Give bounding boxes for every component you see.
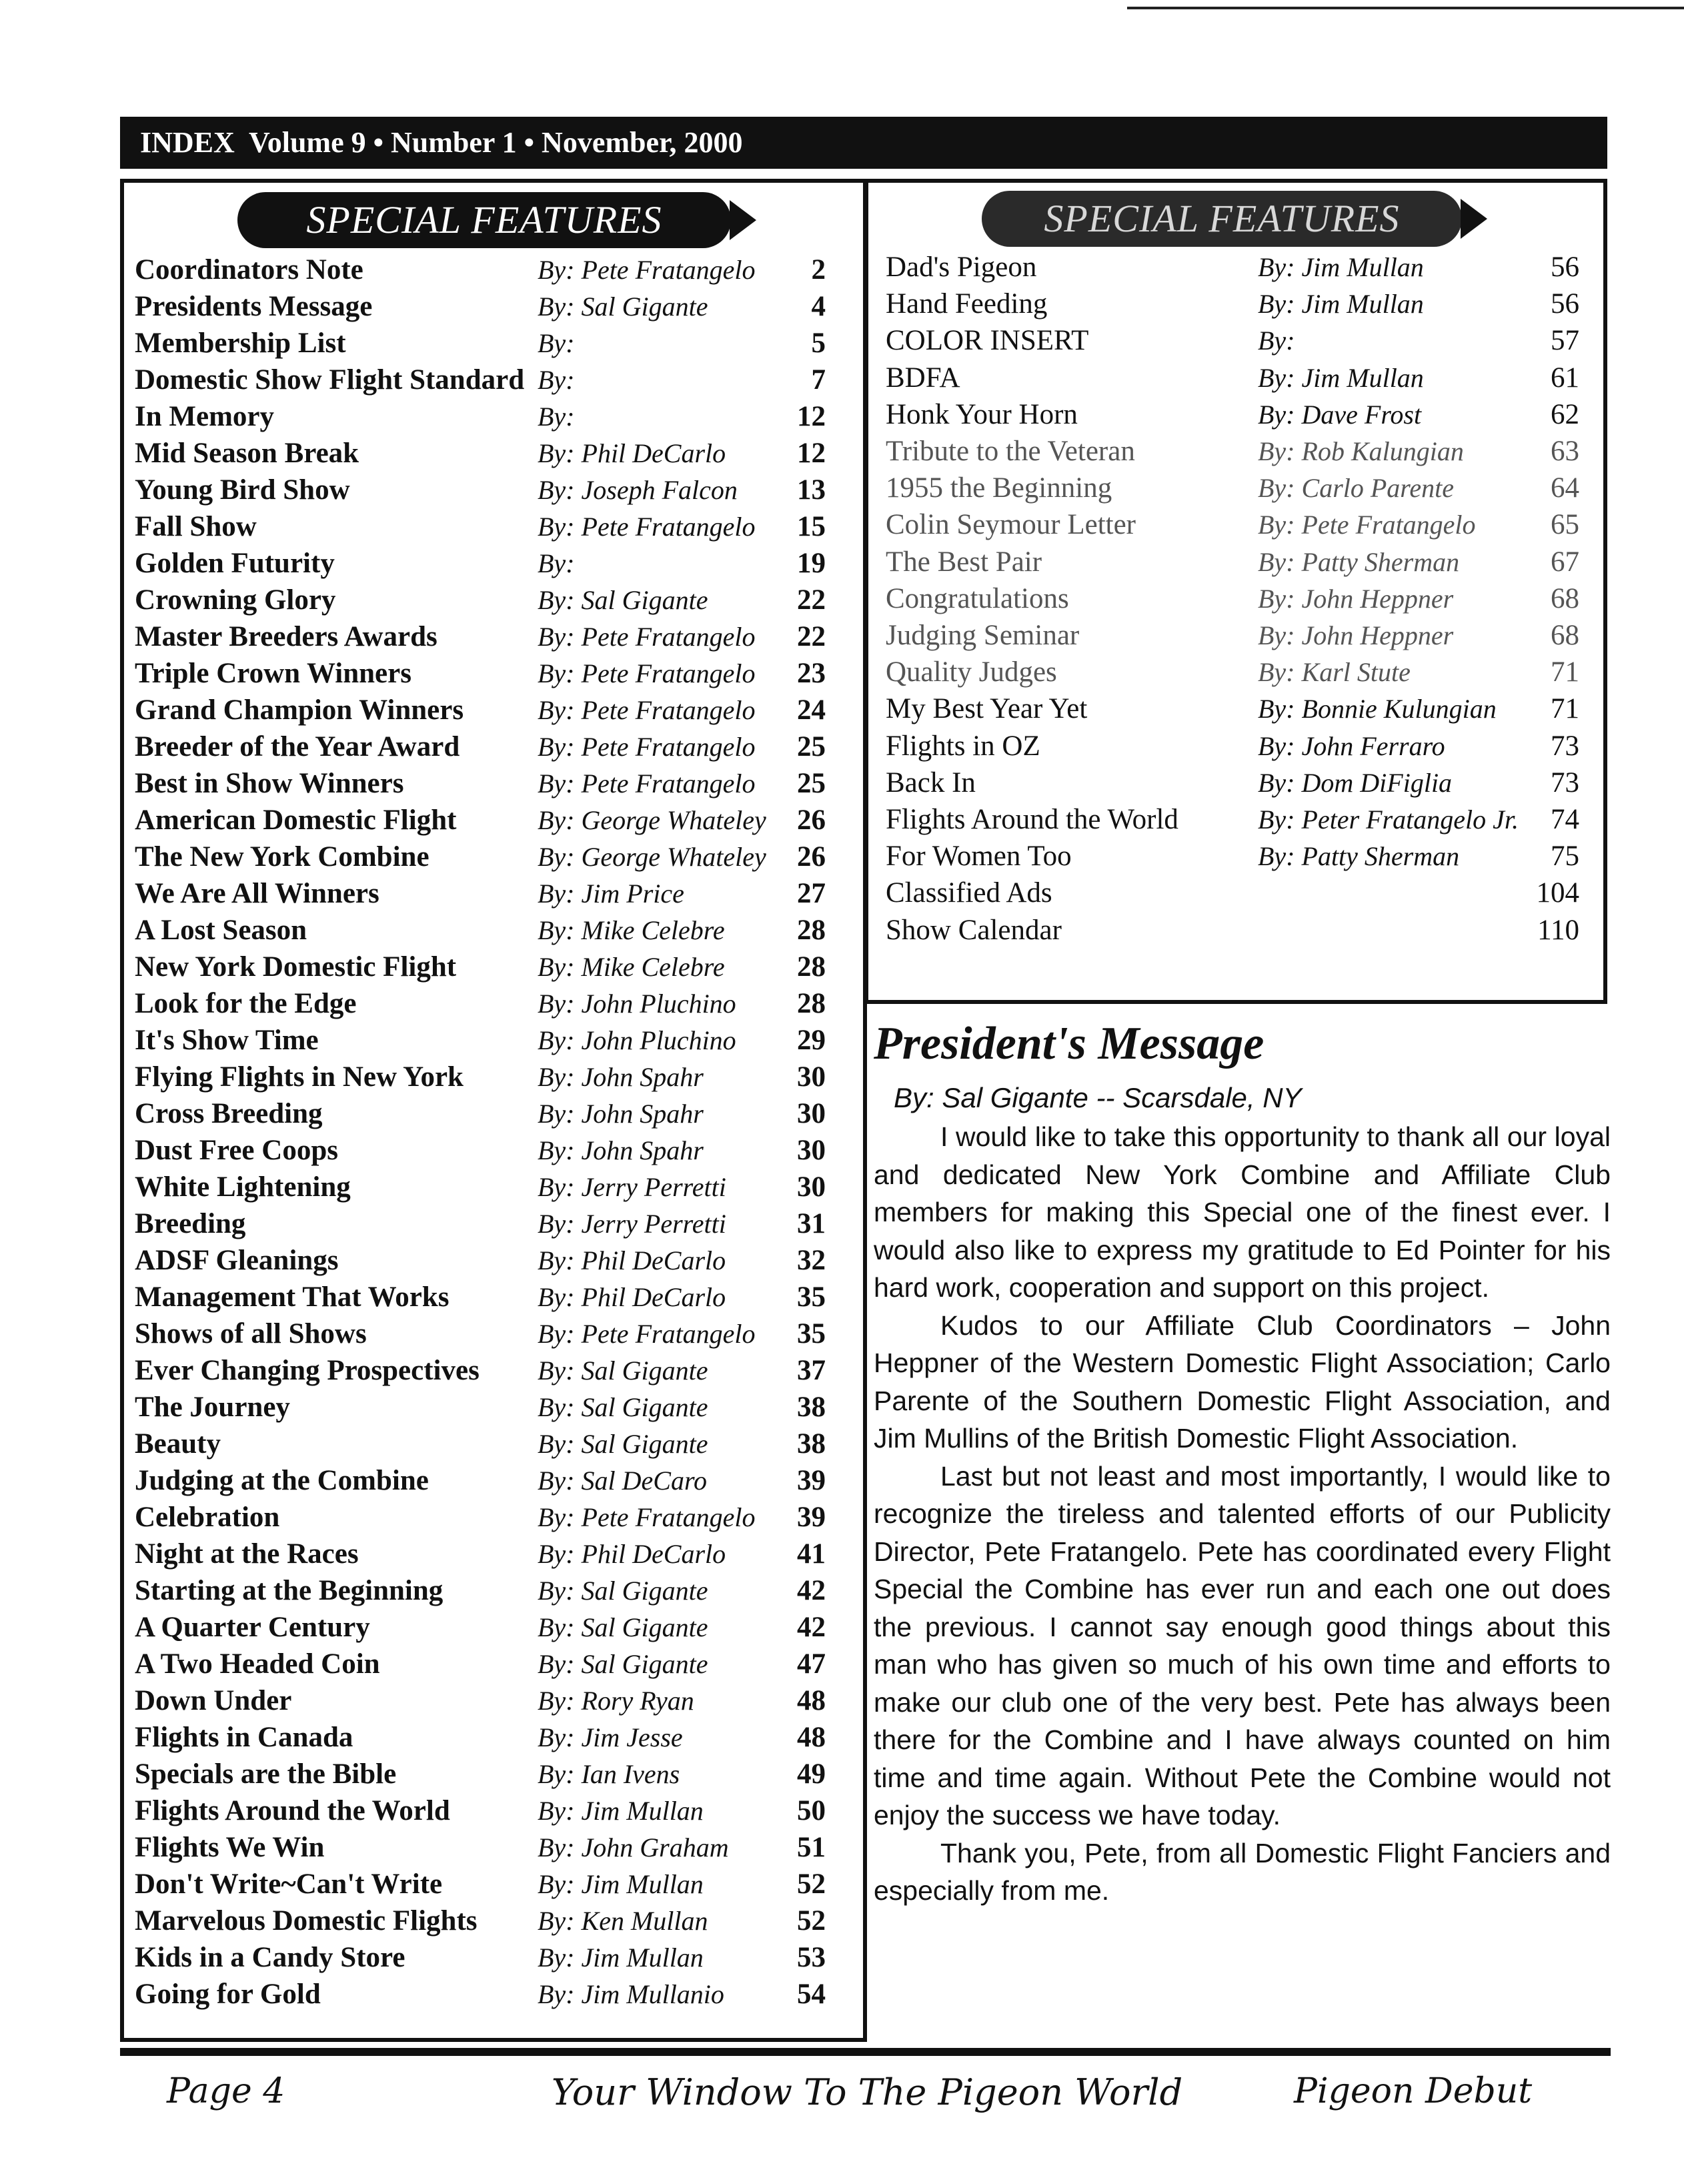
- toc-entry-author: By: Pete Fratangelo: [538, 1319, 756, 1349]
- toc-entry-author: By: Bonnie Kulungian: [1258, 694, 1497, 724]
- toc-entry-title: A Two Headed Coin: [135, 1648, 380, 1680]
- toc-entry: [124, 1902, 863, 1939]
- toc-entry-page: 38: [797, 1428, 826, 1460]
- toc-entry-author: By: Sal Gigante: [538, 1612, 708, 1642]
- toc-entry: [868, 801, 1603, 838]
- toc-entry-page: 15: [797, 511, 826, 542]
- toc-entry-author: By: Pete Fratangelo: [538, 768, 756, 798]
- toc-entry-page: 61: [1551, 362, 1579, 394]
- article-byline: By: Sal Gigante -- Scarsdale, NY: [894, 1082, 1302, 1113]
- toc-entry-author: By: Sal Gigante: [538, 1576, 708, 1606]
- toc-entry-author: By: John Heppner: [1258, 583, 1454, 614]
- toc-entry-page: 51: [797, 1832, 826, 1863]
- toc-entry-page: 24: [797, 694, 826, 726]
- toc-entry-page: 30: [797, 1171, 826, 1203]
- toc-entry-page: 53: [797, 1942, 826, 1973]
- toc-entry-title: Look for the Edge: [135, 988, 357, 1019]
- toc-entry-author: By: Jim Mullan: [538, 1796, 704, 1826]
- toc-entry-author: By: Pete Fratangelo: [538, 255, 756, 285]
- toc-entry-author: By: Jerry Perretti: [538, 1209, 726, 1239]
- toc-entry: [124, 251, 863, 288]
- toc-entry: [124, 1646, 863, 1682]
- toc-entry-page: 4: [811, 291, 826, 322]
- toc-entry-page: 71: [1551, 656, 1579, 688]
- toc-entry: [124, 1095, 863, 1132]
- toc-entry-page: 19: [797, 548, 826, 579]
- toc-entry: [868, 286, 1603, 322]
- toc-entry: [868, 764, 1603, 801]
- toc-entry-page: 38: [797, 1392, 826, 1423]
- toc-entry: [124, 1169, 863, 1205]
- right-section-banner: SPECIAL FEATURES: [982, 191, 1462, 247]
- toc-entry: [124, 1572, 863, 1609]
- toc-entry-page: 47: [797, 1648, 826, 1680]
- toc-entry-title: Shows of all Shows: [135, 1318, 367, 1349]
- left-section-banner: SPECIAL FEATURES: [237, 192, 731, 248]
- toc-entry-author: By: Phil DeCarlo: [538, 438, 726, 468]
- toc-entry-title: Domestic Show Flight Standard: [135, 364, 525, 396]
- toc-entry-title: The Best Pair: [886, 546, 1042, 578]
- toc-entry: [124, 875, 863, 912]
- article-paragraph: Thank you, Pete, from all Domestic Flight Fanciers and especially from me.: [874, 1837, 1611, 1906]
- toc-entry: [868, 912, 1603, 949]
- footer-publication: Pigeon Debut: [1294, 2071, 1533, 2111]
- toc-entry-page: 22: [797, 584, 826, 616]
- toc-entry-page: 67: [1551, 546, 1579, 578]
- toc-entry-title: Honk Your Horn: [886, 398, 1078, 430]
- toc-entry-title: Master Breeders Awards: [135, 621, 438, 652]
- article-paragraph: Last but not least and most importantly, I would like to recognize the tireless and talented efforts of our Publicity Director, Pete Fratangelo. Pete has coordinated every Flight Special the Combine has ever run and each one out does the previous. I cannot say enough good things about this man who has given so much of his own time and efforts to make our club one of the very best. Pete has always been there for the Combine and I have always counted on him time and time again. Without Pete the Combine would not enjoy the success we have today.: [874, 1460, 1611, 1830]
- toc-entry-author: By:: [538, 365, 575, 395]
- toc-entry: [124, 1866, 863, 1902]
- toc-entry-page: 29: [797, 1025, 826, 1056]
- left-features-panel: [120, 179, 867, 2042]
- toc-entry-title: Celebration: [135, 1502, 280, 1533]
- toc-entry-author: By: Jim Mullan: [1258, 289, 1424, 320]
- toc-entry-author: By: Pete Fratangelo: [538, 1502, 756, 1532]
- toc-entry: [868, 875, 1603, 911]
- toc-entry-title: A Quarter Century: [135, 1612, 370, 1643]
- toc-entry-title: American Domestic Flight: [135, 804, 457, 836]
- toc-entry-page: 23: [797, 658, 826, 689]
- toc-entry: [124, 1022, 863, 1059]
- toc-entry-page: 52: [797, 1868, 826, 1900]
- toc-entry: [124, 1279, 863, 1315]
- toc-entry-author: By: Mike Celebre: [538, 915, 725, 945]
- toc-entry-title: Night at the Races: [135, 1538, 359, 1570]
- toc-entry: [124, 545, 863, 582]
- toc-entry-author: By: Jim Mullan: [538, 1943, 704, 1973]
- toc-entry-title: Congratulations: [886, 582, 1069, 614]
- toc-entry-author: By: Mike Celebre: [538, 952, 725, 982]
- toc-entry-page: 2: [811, 254, 826, 286]
- toc-entry: [124, 1132, 863, 1169]
- toc-entry-page: 5: [811, 328, 826, 359]
- toc-entry-title: In Memory: [135, 401, 274, 432]
- toc-entry-title: Management That Works: [135, 1281, 450, 1313]
- toc-entry-author: By: Sal DeCaro: [538, 1466, 708, 1496]
- toc-entry-title: Dad's Pigeon: [886, 251, 1037, 283]
- toc-entry: [124, 985, 863, 1022]
- toc-entry: [124, 912, 863, 949]
- toc-entry-author: By: Rory Ryan: [538, 1686, 694, 1716]
- toc-entry: [868, 322, 1603, 359]
- toc-entry-title: Colin Seymour Letter: [886, 509, 1136, 541]
- toc-entry-author: By: Pete Fratangelo: [1258, 510, 1476, 540]
- toc-entry-page: 26: [797, 841, 826, 873]
- toc-entry-title: Golden Futurity: [135, 548, 335, 579]
- toc-entry-page: 75: [1551, 841, 1579, 873]
- toc-entry-author: By: Jim Mullan: [1258, 362, 1424, 393]
- toc-entry-author: By: Phil DeCarlo: [538, 1282, 726, 1312]
- toc-entry-author: By:: [538, 548, 575, 578]
- toc-entry-author: By: Sal Gigante: [538, 292, 708, 322]
- article-body: [874, 1118, 1611, 1910]
- toc-entry: [124, 325, 863, 362]
- toc-entry: [124, 1939, 863, 1976]
- toc-entry-title: We Are All Winners: [135, 878, 379, 909]
- article-paragraph: I would like to take this opportunity to thank all our loyal and dedicated New York Combine and Affiliate Club members for making this Special one of the finest ever. I would also like to express my gratitude to Ed Pointer for his hard work, cooperation and support on this project.: [874, 1121, 1611, 1303]
- toc-entry-title: My Best Year Yet: [886, 693, 1088, 725]
- article-title: President's Message: [874, 1018, 1265, 1069]
- toc-entry: [868, 838, 1603, 875]
- footer-tagline: Your Window To The Pigeon World: [551, 2071, 1183, 2113]
- toc-entry-author: By:: [538, 402, 575, 432]
- presidents-message-article: [874, 1014, 1611, 1910]
- toc-entry-page: 35: [797, 1281, 826, 1313]
- toc-entry: [124, 839, 863, 875]
- toc-entry-author: By: Jerry Perretti: [538, 1172, 726, 1202]
- toc-entry-title: Marvelous Domestic Flights: [135, 1905, 478, 1937]
- toc-entry-title: For Women Too: [886, 841, 1072, 873]
- toc-entry-page: 39: [797, 1502, 826, 1533]
- toc-entry-title: Cross Breeding: [135, 1098, 323, 1129]
- toc-entry-author: By: Phil DeCarlo: [538, 1245, 726, 1275]
- toc-entry-page: 68: [1551, 620, 1579, 651]
- toc-entry-page: 25: [797, 768, 826, 799]
- toc-entry: [124, 692, 863, 728]
- toc-entry-page: 71: [1551, 693, 1579, 725]
- toc-entry-title: Breeding: [135, 1208, 246, 1239]
- toc-entry-title: Judging at the Combine: [135, 1465, 429, 1496]
- toc-entry-page: 57: [1551, 325, 1579, 357]
- toc-entry-page: 12: [797, 438, 826, 469]
- toc-entry-page: 37: [797, 1355, 826, 1386]
- toc-entry-page: 64: [1551, 472, 1579, 504]
- toc-entry: [124, 618, 863, 655]
- toc-entry: [124, 1059, 863, 1095]
- toc-entry-author: By: Pete Fratangelo: [538, 622, 756, 652]
- toc-entry-page: 48: [797, 1685, 826, 1716]
- toc-entry-title: Presidents Message: [135, 291, 373, 322]
- toc-entry: [868, 360, 1603, 396]
- toc-entry: [868, 544, 1603, 580]
- toc-entry-author: By: Sal Gigante: [538, 1649, 708, 1679]
- toc-entry-title: Dust Free Coops: [135, 1135, 338, 1166]
- toc-entry-page: 13: [797, 474, 826, 506]
- toc-entry-page: 27: [797, 878, 826, 909]
- toc-entry: [868, 433, 1603, 470]
- toc-entry: [124, 1976, 863, 2013]
- toc-entry-page: 104: [1536, 877, 1579, 909]
- toc-entry-author: By: John Spahr: [538, 1135, 704, 1165]
- toc-entry-page: 74: [1551, 804, 1579, 835]
- toc-entry-author: By: Patty Sherman: [1258, 546, 1460, 577]
- toc-entry-page: 50: [797, 1795, 826, 1826]
- toc-entry-page: 73: [1551, 730, 1579, 762]
- toc-entry-page: 7: [811, 364, 826, 396]
- toc-entry-page: 39: [797, 1465, 826, 1496]
- toc-entry-title: Flights in Canada: [135, 1722, 353, 1753]
- toc-entry-author: By: Patty Sherman: [1258, 841, 1460, 872]
- toc-entry-title: COLOR INSERT: [886, 325, 1089, 357]
- toc-entry: [868, 396, 1603, 433]
- toc-entry-author: By: Pete Fratangelo: [538, 732, 756, 762]
- toc-entry-page: 28: [797, 951, 826, 983]
- toc-entry-author: By: John Spahr: [538, 1099, 704, 1129]
- toc-entry-title: Specials are the Bible: [135, 1758, 397, 1790]
- toc-entry-title: Membership List: [135, 328, 346, 359]
- toc-entry-title: Tribute to the Veteran: [886, 436, 1135, 467]
- toc-entry: [124, 1719, 863, 1756]
- toc-entry: [124, 1389, 863, 1426]
- toc-entry-author: By: Dave Frost: [1258, 399, 1422, 430]
- toc-entry-author: By: Joseph Falcon: [538, 475, 738, 505]
- right-features-panel: [864, 179, 1607, 1004]
- toc-entry: [124, 582, 863, 618]
- toc-entry-title: Flights We Win: [135, 1832, 325, 1863]
- toc-entry-title: Triple Crown Winners: [135, 658, 411, 689]
- toc-entry-author: By: Ken Mullan: [538, 1906, 708, 1936]
- footer-page-number: Page 4: [167, 2071, 285, 2111]
- toc-entry-author: By: Peter Fratangelo Jr.: [1258, 804, 1519, 835]
- toc-entry-title: Grand Champion Winners: [135, 694, 464, 726]
- toc-entry-page: 25: [797, 731, 826, 762]
- toc-entry-author: By: George Whateley: [538, 842, 766, 872]
- toc-entry: [868, 690, 1603, 727]
- toc-entry-title: Going for Gold: [135, 1979, 321, 2010]
- toc-entry-author: By: Sal Gigante: [538, 1429, 708, 1459]
- toc-entry-author: By: John Pluchino: [538, 1025, 736, 1055]
- toc-entry-page: 28: [797, 988, 826, 1019]
- toc-entry: [124, 472, 863, 508]
- toc-entry-title: Judging Seminar: [886, 620, 1080, 651]
- toc-entry-page: 41: [797, 1538, 826, 1570]
- toc-entry: [124, 1756, 863, 1792]
- toc-entry-title: The New York Combine: [135, 841, 430, 873]
- toc-entry: [124, 949, 863, 985]
- toc-entry-author: By: Jim Mullanio: [538, 1979, 724, 2009]
- toc-entry-page: 62: [1551, 398, 1579, 430]
- toc-entry: [124, 1462, 863, 1499]
- toc-entry-title: Down Under: [135, 1685, 292, 1716]
- toc-entry-page: 30: [797, 1061, 826, 1093]
- toc-entry: [124, 435, 863, 472]
- toc-entry-author: By: Carlo Parente: [1258, 473, 1455, 504]
- toc-entry-title: Coordinators Note: [135, 254, 363, 286]
- toc-entry-author: By: John Pluchino: [538, 989, 736, 1019]
- toc-entry-title: Classified Ads: [886, 877, 1052, 909]
- toc-entry: [868, 580, 1603, 617]
- toc-entry-page: 49: [797, 1758, 826, 1790]
- toc-entry-page: 56: [1551, 251, 1579, 283]
- toc-entry-author: By: Jim Mullan: [538, 1869, 704, 1899]
- toc-entry-title: ADSF Gleanings: [135, 1245, 339, 1276]
- toc-entry-page: 48: [797, 1722, 826, 1753]
- toc-entry-page: 42: [797, 1612, 826, 1643]
- toc-entry-title: The Journey: [135, 1392, 290, 1423]
- toc-entry-page: 110: [1537, 914, 1579, 946]
- toc-entry-page: 68: [1551, 582, 1579, 614]
- toc-entry-author: By: Pete Fratangelo: [538, 658, 756, 688]
- toc-entry-title: Fall Show: [135, 511, 257, 542]
- toc-entry: [868, 506, 1603, 543]
- toc-entry-page: 63: [1551, 436, 1579, 467]
- toc-entry-title: Show Calendar: [886, 914, 1062, 946]
- toc-entry-title: 1955 the Beginning: [886, 472, 1112, 504]
- toc-entry-title: New York Domestic Flight: [135, 951, 457, 983]
- toc-entry-title: Young Bird Show: [135, 474, 350, 506]
- toc-entry: [868, 470, 1603, 506]
- index-header: INDEX Volume 9 • Number 1 • November, 2000: [120, 117, 1607, 169]
- toc-entry-page: 42: [797, 1575, 826, 1606]
- toc-entry: [124, 508, 863, 545]
- toc-entry: [124, 398, 863, 435]
- toc-entry: [868, 249, 1603, 286]
- toc-entry-page: 30: [797, 1135, 826, 1166]
- toc-entry-title: It's Show Time: [135, 1025, 319, 1056]
- toc-entry: [124, 1426, 863, 1462]
- article-paragraph: Kudos to our Affiliate Club Coordinators – John Heppner of the Western Domestic Flight Association; Carlo Parente of the Southern Domestic Flight Association, and Jim Mullins of the British Domestic Flight Association.: [874, 1309, 1611, 1454]
- toc-entry-page: 26: [797, 804, 826, 836]
- toc-entry-page: 54: [797, 1979, 826, 2010]
- toc-entry: [124, 728, 863, 765]
- toc-entry-author: By: Rob Kalungian: [1258, 436, 1464, 466]
- toc-entry-title: Quality Judges: [886, 656, 1057, 688]
- toc-entry: [124, 1682, 863, 1719]
- toc-entry: [124, 1829, 863, 1866]
- toc-entry-title: Best in Show Winners: [135, 768, 404, 799]
- toc-entry-page: 73: [1551, 766, 1579, 798]
- toc-entry-title: Hand Feeding: [886, 288, 1048, 320]
- toc-entry-title: Ever Changing Prospectives: [135, 1355, 480, 1386]
- toc-entry: [124, 1315, 863, 1352]
- toc-entry-author: By: Phil DeCarlo: [538, 1539, 726, 1569]
- toc-entry-title: Flights Around the World: [886, 804, 1178, 835]
- toc-entry: [868, 654, 1603, 690]
- toc-entry-title: BDFA: [886, 362, 960, 394]
- toc-entry-page: 32: [797, 1245, 826, 1276]
- toc-entry-page: 22: [797, 621, 826, 652]
- toc-entry-author: By: Sal Gigante: [538, 1392, 708, 1422]
- toc-entry-title: Mid Season Break: [135, 438, 359, 469]
- toc-entry-author: By: Jim Jesse: [538, 1722, 683, 1752]
- toc-entry-author: By: George Whateley: [538, 805, 766, 835]
- toc-entry-title: Flights in OZ: [886, 730, 1040, 762]
- toc-entry-title: Crowning Glory: [135, 584, 336, 616]
- toc-entry-author: By: Jim Price: [538, 879, 684, 909]
- toc-entry-author: By: Pete Fratangelo: [538, 512, 756, 542]
- toc-entry: [124, 1536, 863, 1572]
- toc-entry-author: By: John Spahr: [538, 1062, 704, 1092]
- toc-entry-author: By: John Heppner: [1258, 620, 1454, 650]
- toc-entry-page: 52: [797, 1905, 826, 1937]
- toc-entry-author: By: Pete Fratangelo: [538, 695, 756, 725]
- toc-entry-page: 35: [797, 1318, 826, 1349]
- toc-entry: [124, 362, 863, 398]
- toc-entry: [124, 1242, 863, 1279]
- toc-entry-author: By: Jim Mullan: [1258, 252, 1424, 282]
- toc-entry-title: Don't Write~Can't Write: [135, 1868, 443, 1900]
- toc-entry: [124, 1609, 863, 1646]
- toc-entry-author: By: John Graham: [538, 1832, 729, 1862]
- toc-entry-title: Starting at the Beginning: [135, 1575, 444, 1606]
- toc-entry-page: 56: [1551, 288, 1579, 320]
- toc-entry: [868, 728, 1603, 764]
- toc-entry: [124, 1499, 863, 1536]
- toc-entry: [124, 1352, 863, 1389]
- toc-entry-author: By: Ian Ivens: [538, 1759, 680, 1789]
- toc-entry-author: By: Karl Stute: [1258, 657, 1411, 688]
- toc-entry-author: By: John Ferraro: [1258, 730, 1445, 761]
- toc-entry: [124, 1792, 863, 1829]
- toc-entry-page: 12: [797, 401, 826, 432]
- toc-entry-page: 31: [797, 1208, 826, 1239]
- toc-entry: [868, 617, 1603, 654]
- toc-entry-page: 65: [1551, 509, 1579, 541]
- toc-entry-author: By:: [1258, 326, 1295, 356]
- toc-entry-author: By: Sal Gigante: [538, 585, 708, 615]
- toc-entry-author: By:: [538, 328, 575, 358]
- toc-entry-title: Breeder of the Year Award: [135, 731, 460, 762]
- toc-entry-title: A Lost Season: [135, 915, 307, 946]
- toc-entry: [124, 1205, 863, 1242]
- toc-entry-title: Back In: [886, 766, 976, 798]
- footer-rule: [120, 2048, 1611, 2056]
- toc-entry-author: By: Dom DiFiglia: [1258, 767, 1453, 798]
- toc-entry-title: White Lightening: [135, 1171, 351, 1203]
- toc-entry-title: Kids in a Candy Store: [135, 1942, 405, 1973]
- toc-entry: [124, 655, 863, 692]
- toc-entry: [124, 288, 863, 325]
- toc-entry-page: 30: [797, 1098, 826, 1129]
- toc-entry: [124, 802, 863, 839]
- toc-entry-title: Flying Flights in New York: [135, 1061, 464, 1093]
- toc-entry-page: 28: [797, 915, 826, 946]
- toc-entry-author: By: Sal Gigante: [538, 1355, 708, 1386]
- toc-entry-title: Beauty: [135, 1428, 221, 1460]
- top-rule: [1127, 7, 1684, 9]
- toc-entry-title: Flights Around the World: [135, 1795, 450, 1826]
- toc-entry: [124, 765, 863, 802]
